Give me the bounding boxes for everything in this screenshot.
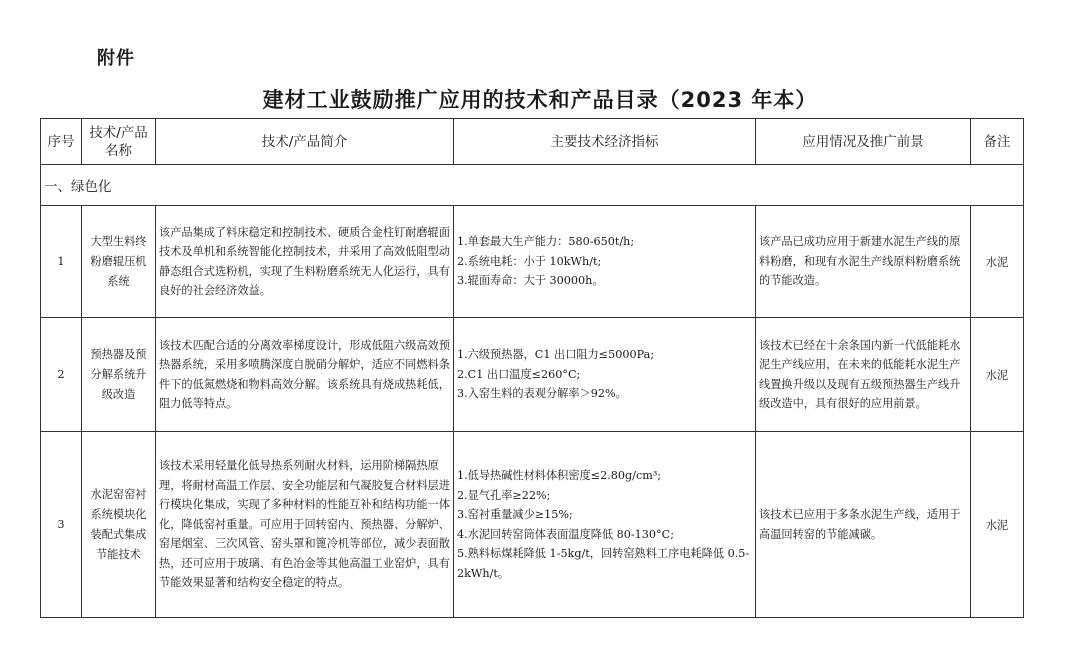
- row-application: 该技术已经在十余条国内新一代低能耗水泥生产线应用，在未来的低能耗水泥生产线置换升级以及现有五级预热器生产线升级改造中，具有很好的应用前景。: [756, 318, 971, 432]
- indicator-item: 2.系统电耗：小于 10kWh/t;: [457, 254, 602, 268]
- table-header-row: [41, 119, 1024, 165]
- attachment-label: 附件: [97, 48, 135, 69]
- row-application: 该技术已应用于多条水泥生产线，适用于高温回转窑的节能减碳。: [756, 432, 971, 618]
- row-application: 该产品已成功应用于新建水泥生产线的原料粉磨，和现有水泥生产线原料粉磨系统的节能改造。: [756, 206, 971, 318]
- indicator-item: 1.单套最大生产能力：580-650t/h;: [457, 235, 635, 249]
- row-name: 预热器及预分解系统升级改造: [82, 318, 156, 432]
- row-remark: 水泥: [971, 432, 1024, 618]
- section-title: 一、绿色化: [41, 165, 1024, 206]
- header-application: 应用情况及推广前景: [756, 119, 971, 165]
- row-indicators: [454, 318, 756, 432]
- indicator-item: 1.六级预热器，C1 出口阻力≤5000Pa;: [457, 348, 655, 362]
- row-remark: 水泥: [971, 206, 1024, 318]
- table-row: [41, 318, 1024, 432]
- row-indicators: [454, 206, 756, 318]
- indicator-item: 2.C1 出口温度≤260°C;: [457, 367, 581, 381]
- table-row: [41, 432, 1024, 618]
- row-remark: 水泥: [971, 318, 1024, 432]
- indicator-item: 5.熟料标煤耗降低 1-5kg/t，回转窑熟料工序电耗降低 0.5-2kWh/t。: [457, 547, 750, 580]
- catalog-table: [40, 118, 1024, 618]
- row-number: 2: [41, 318, 82, 432]
- row-intro: 该技术匹配合适的分离效率梯度设计，形成低阻六级高效预热器系统，采用多喷腾深度自脱硝分解炉，适应不同燃料条件下的低氮燃烧和物料高效分解。该系统具有烧成热耗低，阻力低等特点。: [156, 318, 454, 432]
- document-title: 建材工业鼓励推广应用的技术和产品目录（2023 年本）: [262, 88, 818, 112]
- row-intro: 该产品集成了料床稳定和控制技术、硬质合金柱钉耐磨辊面技术及单机和系统智能化控制技术，并采用了高效低阻型动静态组合式选粉机，实现了生料粉磨系统无人化运行，具有良好的社会经济效益。: [156, 206, 454, 318]
- row-number: 3: [41, 432, 82, 618]
- indicator-item: 3.入窑生料的表观分解率＞92%。: [457, 387, 627, 401]
- indicator-item: 4.水泥回转窑筒体表面温度降低 80-130°C;: [457, 527, 674, 541]
- header-no: 序号: [41, 119, 82, 165]
- indicator-item: 1.低导热碱性材料体积密度≤2.80g/cm³;: [457, 469, 662, 482]
- indicator-item: 3.辊面寿命：大于 30000h。: [457, 274, 604, 288]
- row-number: 1: [41, 206, 82, 318]
- row-name: 水泥窑窑衬系统模块化装配式集成节能技术: [82, 432, 156, 618]
- table-row: [41, 206, 1024, 318]
- header-indicators: 主要技术经济指标: [454, 119, 756, 165]
- header-remark: 备注: [971, 119, 1024, 165]
- row-indicators: [454, 432, 756, 618]
- section-row: [41, 165, 1024, 206]
- row-intro: 该技术采用轻量化低导热系列耐火材料，运用阶梯隔热原理，将耐材高温工作层、安全功能层和气凝胶复合材料层进行模块化集成，实现了多种材料的性能互补和结构功能一体化，降低窑衬重量。可应用于回转窑内、预热器、分解炉、窑尾烟室、三次风管、窑头罩和篦冷机等部位，减少表面散热，还可应用于玻璃、有色冶金等其他高温工业窑炉，具有节能效果显著和结构安全稳定的特点。: [156, 432, 454, 618]
- header-intro: 技术/产品简介: [156, 119, 454, 165]
- indicator-item: 3.窑衬重量减少≥15%;: [457, 508, 573, 521]
- header-name: 技术/产品名称: [82, 119, 156, 165]
- row-name: 大型生料终粉磨辊压机系统: [82, 206, 156, 318]
- indicator-item: 2.显气孔率≥22%;: [457, 488, 551, 502]
